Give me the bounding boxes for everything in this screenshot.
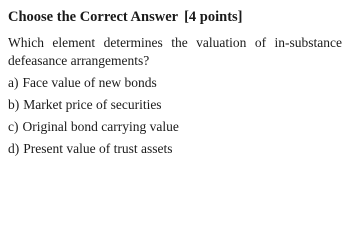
- option-letter: b): [8, 97, 20, 112]
- option-text: Market price of securities: [23, 97, 162, 112]
- answer-options: [8, 74, 342, 157]
- heading-title: Choose the Correct Answer: [8, 9, 179, 25]
- option-b[interactable]: [8, 96, 342, 113]
- question-text: Which element determines the valuation of in-substance defeasance arrangements?: [8, 35, 342, 68]
- option-c[interactable]: [8, 118, 342, 135]
- option-a[interactable]: [8, 74, 342, 91]
- option-letter: d): [8, 141, 20, 156]
- question-heading: [8, 8, 342, 26]
- option-text: Face value of new bonds: [22, 75, 157, 90]
- option-d[interactable]: [8, 140, 342, 157]
- option-letter: a): [8, 75, 19, 90]
- option-text: Present value of trust assets: [23, 141, 173, 156]
- points-label: [4 points]: [184, 9, 243, 25]
- option-text: Original bond carrying value: [22, 119, 179, 134]
- option-letter: c): [8, 119, 19, 134]
- question-card: [8, 8, 342, 162]
